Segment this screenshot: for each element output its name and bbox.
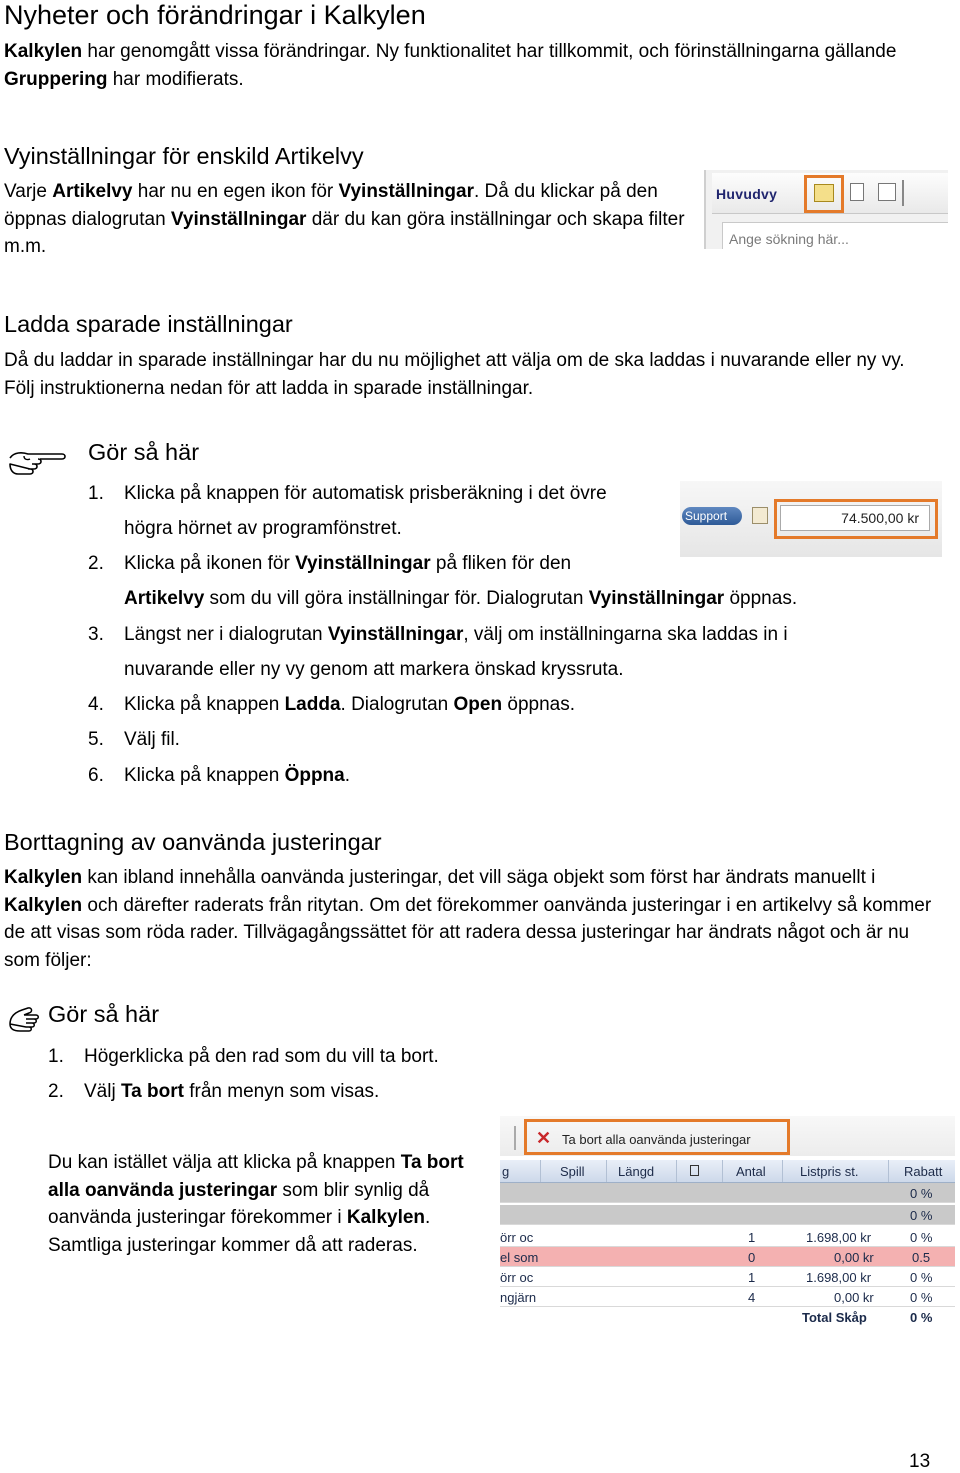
column-divider [888, 1160, 889, 1182]
b: Öppna [284, 765, 345, 786]
step-number: 4. [88, 694, 104, 715]
section2-paragraph: Då du laddar in sparade inställningar har du nu möjlighet att välja om de ska laddas i nuvarande eller ny vy. Följ instruktionerna nedan för att ladda in sparade inställningar. [4, 350, 905, 399]
t: . [344, 765, 351, 786]
column-header[interactable]: Antal [736, 1164, 766, 1179]
pointing-hand-icon [6, 1004, 40, 1040]
name-cell: ngjärn [500, 1290, 537, 1305]
t: , välj om inställningarna ska laddas in i [463, 624, 788, 645]
step-text [84, 1074, 379, 1109]
b: Kalkylen [4, 894, 83, 916]
step-text: högra hörnet av programfönstret. [124, 518, 402, 539]
table-row[interactable] [500, 1227, 955, 1247]
t: som du vill göra inställningar för. Dialogrutan [204, 588, 589, 609]
s1-text-4: där du kan göra inställningar och skapa filter m.m. [4, 208, 685, 257]
antal-cell: 0 [748, 1250, 756, 1265]
step-number: 2. [88, 553, 104, 574]
s1-bold-2: Vyinställningar [338, 181, 474, 202]
b: Kalkylen [4, 867, 83, 888]
section-heading-vyinstallningar: Vyinställningar för enskild Artikelvy [4, 143, 364, 169]
howto-heading-2: Gör så här [48, 1001, 160, 1027]
b: Vyinställningar [588, 588, 725, 609]
copy-document-icon[interactable] [878, 183, 896, 201]
screenshot-price-toolbar [680, 481, 942, 557]
section1-paragraph [4, 178, 694, 261]
toolbar-divider [514, 1126, 516, 1150]
s1-bold-1: Artikelvy [52, 181, 133, 202]
section-heading-ladda: Ladda sparade inställningar [4, 311, 293, 337]
b: Ta bort [120, 1081, 184, 1102]
t: Klicka på ikonen för [124, 553, 296, 574]
screenshot-adjustments-table [500, 1116, 955, 1330]
t: öppnas. [502, 694, 575, 715]
column-divider [676, 1160, 677, 1182]
intro-text-1: har genomgått vissa förändringar. Ny funktionalitet har tillkommit, och förinställningarna gällande [82, 41, 897, 62]
column-divider [722, 1160, 723, 1182]
step-text [124, 546, 571, 581]
t: och därefter raderats från ritytan. Om det förekommer oanvända justeringar i en artikelvy så kommer de att visas som röda rader. Tillvägagångssättet för att radera dessa justeringar har ändrats något och är nu som följer: [4, 894, 932, 971]
b: Artikelvy [124, 588, 205, 609]
step-text: Högerklicka på den rad som du vill ta bort. [84, 1046, 439, 1067]
table-row[interactable] [500, 1287, 955, 1307]
gruppering-term: Gruppering [4, 68, 108, 90]
howto-heading-1: Gör så här [88, 439, 200, 465]
s1-text-3: . Då du klickar på den öppnas dialogrutan [4, 181, 658, 230]
s1-text-2: har nu en egen ikon för [132, 181, 339, 202]
step-text [124, 758, 350, 793]
total-label: Total Skåp [802, 1310, 867, 1325]
rabatt-cell: 0 % [910, 1290, 933, 1305]
rabatt-cell: 0 % [910, 1230, 933, 1245]
t: Längst ner i dialogrutan [124, 624, 328, 645]
step-number: 1. [88, 483, 104, 504]
t: som blir synlig då oanvända justeringar förekommer i [48, 1179, 430, 1228]
section-heading-borttagning: Borttagning av oanvända justeringar [4, 829, 382, 855]
table-total-row [500, 1307, 955, 1327]
antal-cell: 1 [748, 1270, 756, 1285]
tab-huvudvy[interactable]: Huvudvy [716, 186, 778, 202]
listpris-cell: 1.698,00 kr [806, 1270, 872, 1285]
t: . Samtliga justeringar kommer då att raderas. [48, 1207, 431, 1256]
table-row[interactable] [500, 1205, 955, 1225]
page-number: 13 [909, 1451, 931, 1472]
t: öppnas. [724, 588, 798, 609]
document-icon [690, 1165, 699, 1176]
name-cell: örr oc [500, 1230, 534, 1245]
table-header [500, 1160, 955, 1183]
b: Vyinställningar [295, 553, 431, 574]
listpris-cell: 1.698,00 kr [806, 1230, 872, 1245]
t: . Dialogrutan [340, 694, 454, 715]
column-header[interactable]: Spill [560, 1164, 585, 1179]
step-text: nuvarande eller ny vy genom att markera önskad kryssruta. [124, 659, 624, 680]
b: Vyinställningar [327, 624, 464, 645]
step-number: 2. [48, 1081, 64, 1102]
step-number: 1. [48, 1046, 64, 1067]
table-row[interactable] [500, 1267, 955, 1287]
total-price-field[interactable]: 74.500,00 kr [780, 505, 930, 531]
listpris-cell: 0,00 kr [834, 1290, 874, 1305]
kalkylen-term: Kalkylen [4, 41, 83, 62]
column-divider [606, 1160, 607, 1182]
total-value: 0 % [910, 1310, 933, 1325]
rabatt-cell: 0 % [910, 1186, 933, 1201]
view-settings-icon[interactable] [814, 184, 834, 202]
intro-text-2: har modifierats. [107, 68, 244, 90]
page-title: Nyheter och förändringar i Kalkylen [4, 0, 426, 30]
column-header[interactable]: Listpris st. [800, 1164, 859, 1179]
listpris-cell: 0,00 kr [834, 1250, 874, 1265]
step-text [124, 687, 575, 722]
step-text [124, 581, 797, 616]
search-input[interactable]: Ange sökning här... [722, 222, 948, 249]
support-button[interactable]: Support [682, 507, 742, 525]
b: Ta bort alla oanvända justeringar [48, 1152, 464, 1201]
rabatt-cell: 0.5 [912, 1250, 931, 1265]
name-cell: örr oc [500, 1270, 534, 1285]
note-paragraph [48, 1149, 488, 1259]
pointing-hand-icon [8, 444, 68, 478]
rabatt-cell: 0 % [910, 1208, 933, 1223]
t: från menyn som visas. [183, 1081, 380, 1102]
remove-unused-button[interactable]: Ta bort alla oanvända justeringar [562, 1132, 751, 1147]
document-icon[interactable] [850, 183, 864, 201]
antal-cell: 4 [748, 1290, 756, 1305]
column-header[interactable]: Längd [618, 1164, 655, 1179]
t: Välj [84, 1081, 121, 1102]
toolbar-divider [902, 180, 904, 206]
step-number: 6. [88, 765, 104, 786]
t: Klicka på knappen [124, 765, 285, 786]
price-calc-icon[interactable] [752, 507, 768, 524]
s1-text-1: Varje [4, 181, 53, 202]
name-cell: el som [500, 1250, 539, 1265]
column-header[interactable]: Rabatt [904, 1164, 943, 1179]
column-header[interactable]: g [502, 1164, 510, 1179]
table-row[interactable] [500, 1183, 955, 1203]
b: Open [453, 694, 503, 715]
s1-bold-3: Vyinställningar [170, 208, 307, 230]
step-number: 3. [88, 624, 104, 645]
screenshot-huvudvy-toolbar [704, 170, 948, 249]
column-divider [782, 1160, 783, 1182]
step-text [124, 617, 788, 652]
t: kan ibland innehålla oanvända justeringar, det vill säga objekt som först har ändrats manuellt i [82, 867, 876, 888]
t: på fliken för den [430, 553, 572, 574]
t: Klicka på knappen [124, 694, 285, 715]
intro-paragraph [4, 38, 924, 93]
step-text: Välj fil. [124, 729, 180, 750]
column-divider [540, 1160, 541, 1182]
table-row-unused[interactable] [500, 1247, 955, 1267]
b: Kalkylen [346, 1207, 426, 1228]
step-number: 5. [88, 729, 104, 750]
b: Ladda [284, 694, 341, 715]
antal-cell: 1 [748, 1230, 756, 1245]
rabatt-cell: 0 % [910, 1270, 933, 1285]
section3-paragraph [4, 864, 934, 974]
t: Du kan istället välja att klicka på knappen [48, 1152, 401, 1173]
step-text: Klicka på knappen för automatisk prisberäkning i det övre [124, 483, 607, 504]
close-icon[interactable]: ✕ [536, 1128, 552, 1148]
